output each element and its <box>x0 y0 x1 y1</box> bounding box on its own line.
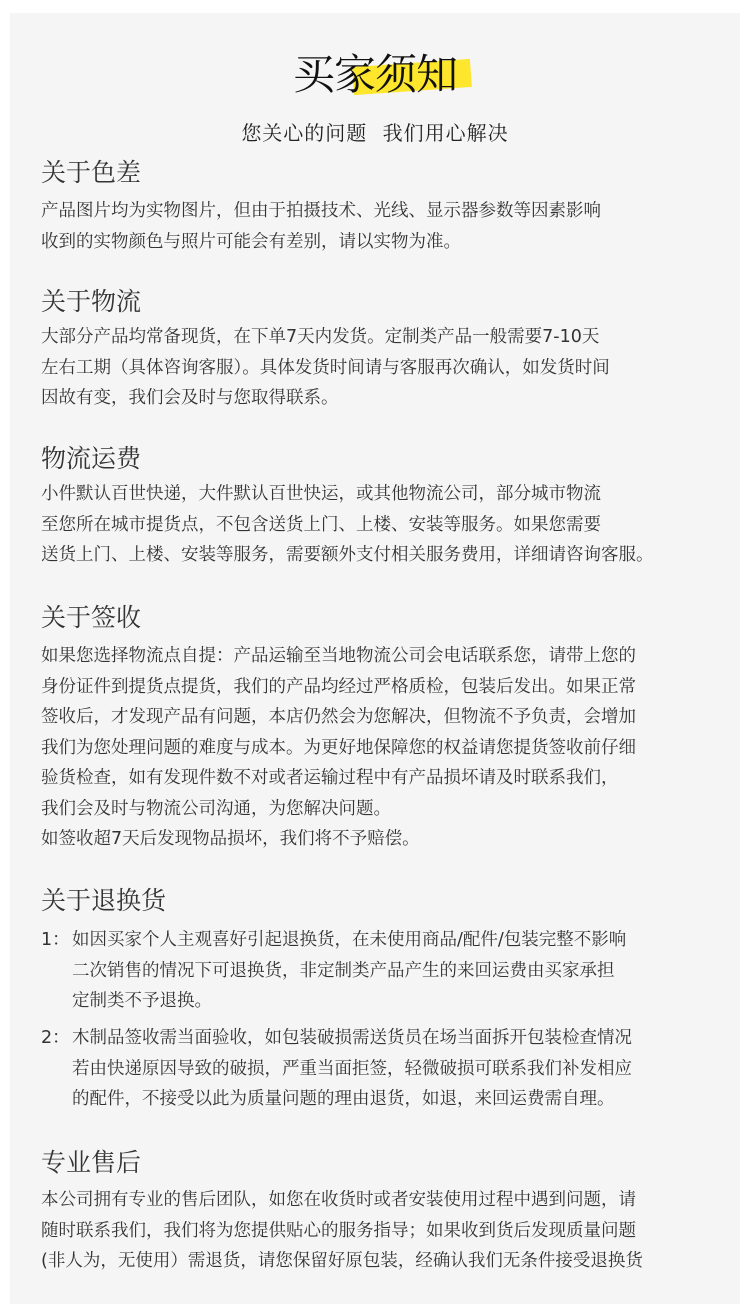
section-heading-color-difference: 关于色差 <box>41 158 142 187</box>
paragraph-line: 的配件，不接受以此为质量问题的理由退货，如退，来回运费需自理。 <box>72 1089 615 1109</box>
section-body-color-difference <box>41 196 601 257</box>
section-body-receipt <box>41 641 636 855</box>
page-subtitle: 您关心的问题 我们用心解决 <box>241 121 509 145</box>
paragraph-line: 二次销售的情况下可退换货，非定制类产品产生的来回运费由买家承担 <box>72 960 615 981</box>
section-heading-returns: 关于退换货 <box>41 886 167 915</box>
paragraph-line: 至您所在城市提货点，不包含送货上门、上楼、安装等服务。如果您需要 <box>41 514 601 535</box>
paragraph-line: 木制品签收需当面验收，如包装破损需送货员在场当面拆开包装检查情况 <box>72 1028 632 1048</box>
paragraph-line: 产品图片均为实物图片，但由于拍摄技术、光线、显示器参数等因素影响 <box>41 201 601 221</box>
section-body-after-sales <box>41 1185 643 1277</box>
notice-card <box>10 13 740 1304</box>
section-heading-after-sales: 专业售后 <box>41 1148 142 1177</box>
paragraph-line: 本公司拥有专业的售后团队，如您在收货时或者安装使用过程中遇到问题，请 <box>41 1190 636 1210</box>
section-heading-receipt: 关于签收 <box>41 603 142 632</box>
page-title <box>293 49 457 101</box>
paragraph-line: 定制类不予退换。 <box>72 991 212 1011</box>
paragraph-line: (非人为，无使用）需退货，请您保留好原包装，经确认我们无条件接受退换货 <box>41 1251 643 1271</box>
list-number: 1： <box>41 930 70 950</box>
returns-item-2 <box>41 1023 632 1115</box>
section-heading-logistics: 关于物流 <box>41 287 142 316</box>
paragraph-line: 如签收超7天后发现物品损坏，我们将不予赔偿。 <box>41 829 420 849</box>
paragraph-line: 收到的实物颜色与照片可能会有差别，请以实物为准。 <box>41 231 461 252</box>
paragraph-line: 随时联系我们，我们将为您提供贴心的服务指导；如果收到货后发现质量问题 <box>41 1220 636 1241</box>
page-title-area <box>10 49 740 101</box>
paragraph-line: 如果您选择物流点自提：产品运输至当地物流公司会电话联系您，请带上您的 <box>41 646 636 666</box>
section-heading-shipping-fee: 物流运费 <box>41 444 142 473</box>
paragraph-line: 我们为您处理问题的难度与成本。为更好地保障您的权益请您提货签收前仔细 <box>41 737 636 758</box>
paragraph-line: 我们会及时与物流公司沟通，为您解决问题。 <box>41 798 391 819</box>
paragraph-line: 若由快递原因导致的破损，严重当面拒签，轻微破损可联系我们补发相应 <box>72 1058 632 1079</box>
list-number: 2： <box>41 1028 70 1048</box>
paragraph-line: 小件默认百世快递，大件默认百世快运，或其他物流公司，部分城市物流 <box>41 484 601 504</box>
paragraph-line: 因故有变，我们会及时与您取得联系。 <box>41 388 339 408</box>
paragraph-line: 左右工期（具体咨询客服）。具体发货时间请与客服再次确认，如发货时间 <box>41 357 610 378</box>
paragraph-line: 身份证件到提货点提货，我们的产品均经过严格质检，包装后发出。如果正常 <box>41 676 636 697</box>
section-body-logistics <box>41 322 610 414</box>
paragraph-line: 如因买家个人主观喜好引起退换货，在未使用商品/配件/包装完整不影响 <box>72 930 627 950</box>
returns-item-1 <box>41 925 626 1017</box>
page-title-text: 买家须知 <box>292 50 457 99</box>
section-body-shipping-fee <box>41 479 654 571</box>
paragraph-line: 验货检查，如有发现件数不对或者运输过程中有产品损坏请及时联系我们， <box>41 768 619 788</box>
paragraph-line: 签收后，才发现产品有问题，本店仍然会为您解决，但物流不予负责，会增加 <box>41 707 636 727</box>
paragraph-line: 送货上门、上楼、安装等服务，需要额外支付相关服务费用，详细请咨询客服。 <box>41 545 654 565</box>
paragraph-line: 大部分产品均常备现货，在下单7天内发货。定制类产品一般需要7-10天 <box>41 327 600 347</box>
